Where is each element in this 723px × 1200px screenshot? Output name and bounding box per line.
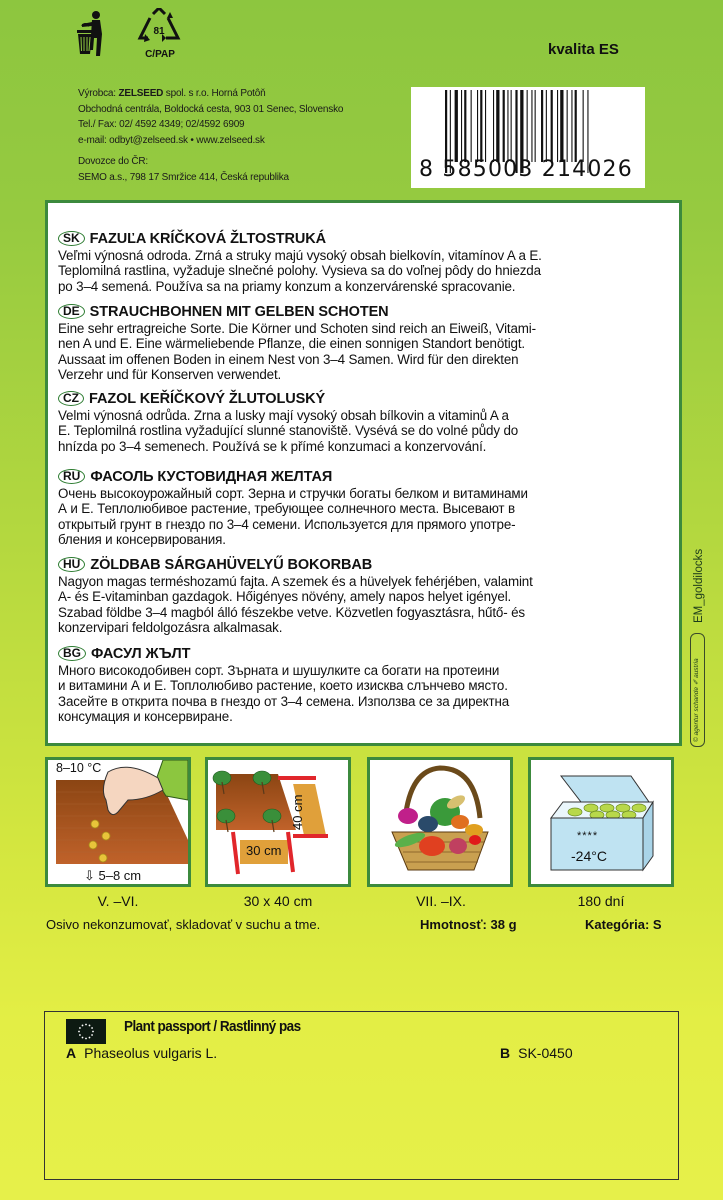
manufacturer-phone: Tel./ Fax: 02/ 4592 4349; 02/4592 6909 <box>78 119 245 130</box>
plant-passport-a <box>66 1045 217 1061</box>
registration-number: SK-0450 <box>518 1045 573 1061</box>
text-line: Verzehr und für Konserven verwendet. <box>58 366 282 382</box>
barcode-bar <box>493 90 494 162</box>
variety-code <box>693 523 713 623</box>
text-line: po 3–4 semená. Používa sa na priamy konzum a konzervárenské spracovanie. <box>58 278 516 294</box>
section-de <box>58 302 678 382</box>
text-line: Много високодобивен сорт. Зърната и шушулките са богати на протеини <box>58 663 500 678</box>
text-line: консумация и консервиране. <box>58 708 233 724</box>
text-line: konzervipari feldolgozásra alkalmasak. <box>58 619 283 635</box>
section-hu <box>58 555 678 635</box>
barcode-bar <box>477 90 478 162</box>
lang-badge-sk: SK <box>58 231 85 246</box>
eu-star <box>89 1037 91 1039</box>
seed-category: Kategória: S <box>585 917 662 932</box>
text-line: Очень высокоурожайный сорт. Зерна и стручки богаты белком и витаминами <box>58 486 528 501</box>
barcode-bar <box>503 90 505 162</box>
manufacturer-line <box>78 86 343 102</box>
text-line: и витамини А и Е. Топлолюбиво растение, което изисква слънчево място. <box>58 678 508 694</box>
section-ru <box>58 467 678 547</box>
eu-star <box>91 1027 93 1029</box>
barcode-bar <box>575 90 577 162</box>
eu-star <box>89 1025 91 1027</box>
storage-note: Osivo nekonzumovať, skladovať v suchu a tme. <box>46 917 321 932</box>
barcode-bar <box>557 90 558 162</box>
barcode-bar <box>531 90 532 162</box>
eu-star <box>79 1034 81 1036</box>
barcode-bar <box>455 90 458 162</box>
text-line: Szabad földbe 3–4 magból álló fészekbe vetve. Közvetlen fogyasztásra, hűtő- és <box>58 604 525 620</box>
barcode-bar <box>480 90 482 162</box>
section-text <box>58 248 678 294</box>
eu-star <box>92 1031 94 1033</box>
plant-passport-title: Plant passport / Rastlinný pas <box>124 1018 301 1035</box>
text-line: A- és E-vitaminban gazdagok. Hőigényes növény, amely napos helyet igényel. <box>58 589 512 605</box>
eu-star <box>91 1034 93 1036</box>
importer-info: SEMO a.s., 798 17 Smržice 414, Česká republika <box>78 171 289 183</box>
copyright-text: © agentur schande ✐ austria <box>693 658 700 742</box>
freezer-temperature: -24°C <box>571 848 607 864</box>
tidyman-bin-icon <box>76 10 106 56</box>
sowing-hand-icon <box>48 760 188 884</box>
text-line: открытый грунт в гнездо по 3–4 семени. Используется для прямого употре- <box>58 516 516 532</box>
section-title: ФАСУЛ ЖЪЛТ <box>91 645 191 662</box>
section-text <box>58 408 678 454</box>
field-letter-b: B <box>500 1045 511 1061</box>
section-cz <box>58 389 678 454</box>
harvest-basket-icon <box>370 760 510 884</box>
barcode-bar <box>485 90 486 162</box>
barcode <box>411 87 645 188</box>
recycle-number: 81 <box>153 26 165 37</box>
spacing-caption: 30 x 40 cm <box>243 893 313 909</box>
barcode-bar <box>567 90 568 162</box>
text-line: Aussaat im offenen Boden in einem Nest von 3–4 Samen. Wird für den direkten <box>58 351 519 367</box>
manufacturer-info <box>78 86 343 185</box>
manufacturer-address: Obchodná centrála, Boldocká cesta, 903 01 Senec, Slovensko <box>78 103 344 115</box>
barcode-bar <box>464 90 466 162</box>
plant-passport <box>44 1011 679 1180</box>
eu-star <box>85 1024 87 1026</box>
barcode-bar <box>507 90 508 162</box>
barcode-number: 8 585003 214026 <box>419 157 633 182</box>
lang-badge-cz: CZ <box>58 391 84 406</box>
text-line: Veľmi výnosná odroda. Zrná a struky majú vysoký obsah bielkovín, vitamínov A a E. <box>58 248 542 263</box>
barcode-bar <box>546 90 547 162</box>
barcode-bar <box>560 90 563 162</box>
field-letter-a: A <box>66 1045 77 1061</box>
spacing-height-label: 40 cm <box>290 794 305 830</box>
eu-star <box>82 1025 84 1027</box>
section-sk <box>58 229 678 294</box>
barcode-bar <box>527 90 528 162</box>
section-text <box>58 574 678 635</box>
harvest-period: VII. –IX. <box>416 893 466 909</box>
plant-spacing-icon <box>208 760 348 884</box>
freezer-tile <box>528 757 674 887</box>
variety-code-text: EM_goldilocks <box>693 548 705 623</box>
description-panel <box>45 200 682 746</box>
lang-badge-ru: RU <box>58 469 85 484</box>
eu-star <box>85 1038 87 1040</box>
sowing-temperature: 8–10 °C <box>56 761 102 775</box>
barcode-bar <box>511 90 512 162</box>
sowing-depth: ⇩ 5–8 cm <box>84 868 142 883</box>
net-weight: Hmotnosť: 38 g <box>420 917 517 932</box>
recycle-code: C/PAP <box>145 49 175 60</box>
text-line: hnízda po 3–4 semenech. Používá se k přímé konzumaci a konzervování. <box>58 438 487 454</box>
botanical-name: Phaseolus vulgaris L. <box>84 1045 218 1061</box>
sowing-period: V. –VI. <box>97 893 139 909</box>
section-bg <box>58 644 678 724</box>
eu-flag-icon <box>66 1019 106 1044</box>
text-line: Velmi výnosná odrůda. Zrna a lusky mají vysoký obsah bílkovin a vitaminů A a <box>58 408 509 423</box>
section-title: ZÖLDBAB SÁRGAHÜVELYŰ BOKORBAB <box>90 556 373 573</box>
barcode-bar <box>551 90 553 162</box>
text-line: А и Е. Теплолюбивое растение, требующее солнечного места. Высевают в <box>58 501 515 517</box>
freezer-stars: **** <box>577 830 599 842</box>
barcode-bar <box>583 90 584 162</box>
text-line: Teplomilná rastlina, vyžaduje slnečné polohy. Vysieva sa do voľnej pôdy do hniezda <box>58 263 541 279</box>
barcode-bar <box>471 90 472 162</box>
text-line: nen A und E. Eine wärmeliebende Pflanze, die einen sonnigen Standort benötigt. <box>58 336 525 352</box>
manufacturer-label: Výrobca: <box>78 88 116 99</box>
sowing-tile <box>45 757 191 887</box>
section-text <box>58 321 678 382</box>
lang-badge-bg: BG <box>58 646 86 661</box>
section-text <box>58 663 678 724</box>
copyright-badge <box>690 633 705 747</box>
plant-passport-b <box>500 1045 573 1061</box>
spacing-width-label: 30 cm <box>246 843 282 858</box>
shelf-life: 180 dní <box>577 893 625 909</box>
manufacturer-company-rest: spol. s r.o. Horná Potôň <box>165 88 266 99</box>
barcode-bar <box>461 90 462 162</box>
eu-star <box>79 1027 81 1029</box>
text-line: бления и консервирования. <box>58 531 226 547</box>
text-line: E. Teplomilná rostlina vyžadující slunné stanoviště. Vysévá se do volné půdy do <box>58 423 519 439</box>
harvest-tile <box>367 757 513 887</box>
spacing-tile <box>205 757 351 887</box>
eu-star <box>78 1031 80 1033</box>
text-line: Засейте в открита почва в гнездо от 3–4 семена. Използва се за директна <box>58 693 510 709</box>
eu-star <box>82 1037 84 1039</box>
text-line: Eine sehr ertragreiche Sorte. Die Körner und Schoten sind reich an Eiweiß, Vitami- <box>58 321 536 336</box>
section-text <box>58 486 678 547</box>
section-title: FAZOL KEŘÍČKOVÝ ŽLUTOLUSKÝ <box>89 390 326 407</box>
lang-badge-de: DE <box>58 304 85 319</box>
barcode-bar <box>535 90 536 162</box>
text-line: Nagyon magas terméshozamú fajta. A szemek és a hüvelyek fehérjében, valamint <box>58 574 533 589</box>
section-title: STRAUCHBOHNEN MIT GELBEN SCHOTEN <box>89 303 389 320</box>
barcode-bar <box>541 90 543 162</box>
quality-label: kvalita ES <box>548 41 619 58</box>
importer-label: Dovozce do ČR: <box>78 156 149 167</box>
freezer-icon <box>531 760 671 884</box>
manufacturer-email: e-mail: odbyt@zelseed.sk • www.zelseed.sk <box>78 134 265 146</box>
manufacturer-company: ZELSEED <box>118 88 164 99</box>
section-title: ФАСОЛЬ КУСТОВИДНАЯ ЖЕЛТАЯ <box>90 468 333 485</box>
barcode-bar <box>571 90 572 162</box>
lang-badge-hu: HU <box>58 557 85 572</box>
section-title: FAZUĽA KRÍČKOVÁ ŽLTOSTRUKÁ <box>89 230 327 247</box>
barcode-bar <box>496 90 499 162</box>
